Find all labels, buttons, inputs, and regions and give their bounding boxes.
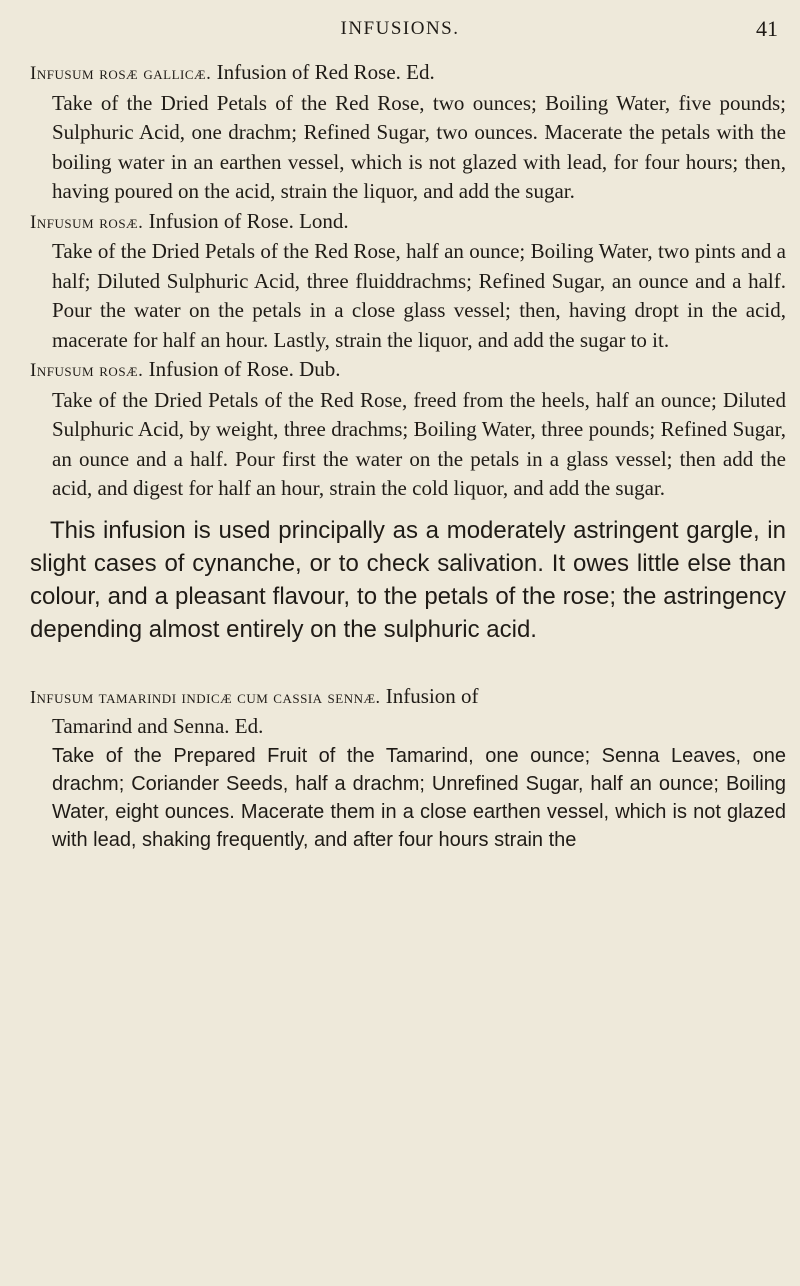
entry-latin-name: Infusum rosæ gallicæ. [30, 63, 212, 84]
entry-recipe-text: Take of the Dried Petals of the Red Rose, half an ounce; Boiling Water, two pints and a half; Diluted Sulphuric Acid, three fluiddrachms; Refined Sugar, an ounce and a half. Pour the water on the petals in a close glass vessel; then, having dropt in the acid, macerate for half an hour. Lastly, strain the liquor, and add the sugar to it. [52, 239, 786, 352]
entry-latin-name: Infusum rosæ. [30, 360, 144, 381]
page-body [30, 58, 786, 854]
entry-latin-name: Infusum rosæ. [30, 211, 144, 233]
page-number: 41 [756, 16, 778, 41]
entry-recipe-text: Take of the Dried Petals of the Red Rose, freed from the heels, half an ounce; Diluted Sulphuric Acid, by weight, three drachms; Boiling Water, three pounds; Refined Sugar, an ounce and a half. Pour first the water on the petals in a glass vessel; then add the acid, and digest for half an hour, strain the cold liquor, and add the sugar. [52, 387, 786, 500]
entry-title-part-b: Tamarind and Senna. Ed. [52, 714, 264, 738]
commentary-block [30, 514, 786, 646]
entry-latin-name: Infusum tamarindi indicæ cum cassia sennæ. [30, 686, 381, 707]
entry-title: Infusion of Red Rose. Ed. [216, 60, 435, 84]
entry-recipe-text: Take of the Prepared Fruit of the Tamarind, one ounce; Senna Leaves, one drachm; Coriander Seeds, half a drachm; Unrefined Sugar, half an ounce; Boiling Water, eight ounces. Macerate them in a close earthen vessel, which is not glazed with lead, shaking frequently, and after four hours strain the [52, 744, 786, 851]
recipe-entry-tamarind-senna [30, 682, 786, 854]
running-title: INFUSIONS. [340, 18, 460, 39]
entry-recipe-text: Take of the Dried Petals of the Red Rose, two ounces; Boiling Water, five pounds; Sulphuric Acid, one drachm; Refined Sugar, two ounces. Macerate the petals with the boiling water in an earthen vessel, which is not glazed with lead, for four hours; then, having poured on the acid, strain the liquor, and add the sugar. [52, 90, 786, 203]
entry-title: Infusion of Rose. Dub. [148, 357, 341, 381]
recipe-entry-rose-lond [30, 207, 786, 356]
entry-title-part-a: Infusion of [385, 683, 479, 708]
page-header [0, 14, 800, 44]
commentary-text: This infusion is used principally as a moderately astringent gargle, in slight cases of cynanche, or to check salivation. It owes little else than colour, and a pleasant flavour, to the petals of the rose; the astringency depending almost entirely on the sulphuric acid. [30, 516, 786, 643]
recipe-entry-red-rose-ed [30, 58, 786, 207]
recipe-entry-rose-dub [30, 355, 786, 504]
entry-title: Infusion of Rose. Lond. [148, 208, 349, 233]
